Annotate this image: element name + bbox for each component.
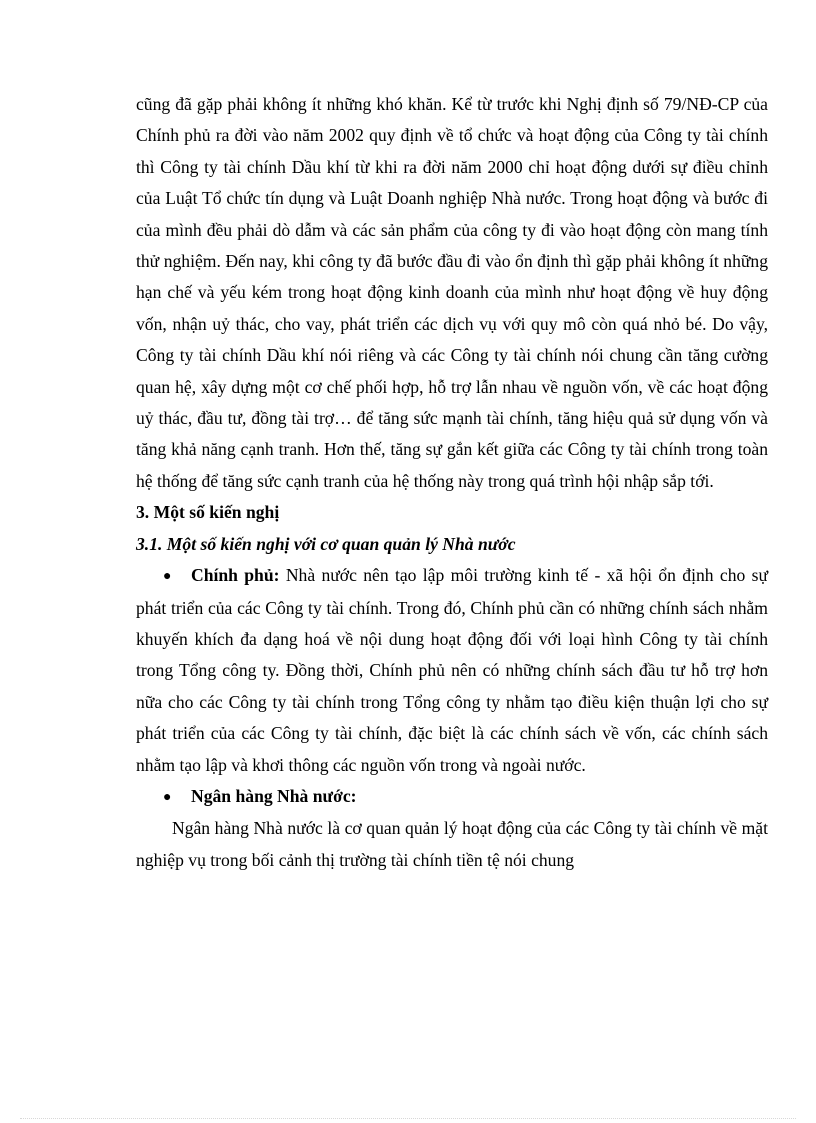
section-heading: 3. Một số kiến nghị bbox=[136, 502, 280, 523]
bullet-dot-icon: ● bbox=[163, 569, 172, 585]
bullet-title-state-bank: Ngân hàng Nhà nước: bbox=[191, 785, 357, 806]
bullet-item-government bbox=[136, 560, 768, 781]
bullet-item-state-bank bbox=[136, 781, 768, 813]
page-bottom-divider bbox=[20, 1118, 796, 1119]
bullet-text-government: Nhà nước nên tạo lập môi trường kinh tế - xã hội ổn định cho sự phát triển của các Công ty tài chính. Trong đó, Chính phủ cần có những chính sách nhằm khuyến khích đa dạng hoá về nội dung hoạt động đối với loại hình Công ty tài chính trong Tổng công ty. Đồng thời, Chính phủ nên có những chính sách đầu tư hỗ trợ hơn nữa cho các Công ty tài chính trong Tổng công ty nhằm tạo điều kiện thuận lợi cho sự phát triển của các Công ty tài chính, đặc biệt là các chính sách về vốn, các chính sách nhằm tạo lập và khơi thông các nguồn vốn trong và ngoài nước. bbox=[136, 565, 769, 775]
document-page bbox=[136, 89, 768, 876]
subsection-heading: 3.1. Một số kiến nghị với cơ quan quản lý Nhà nước bbox=[136, 533, 516, 554]
closing-paragraph: Ngân hàng Nhà nước là cơ quan quản lý hoạt động của các Công ty tài chính về mặt nghiệp vụ trong bối cảnh thị trường tài chính tiền tệ nói chung bbox=[136, 818, 768, 870]
intro-paragraph: cũng đã gặp phải không ít những khó khăn. Kể từ trước khi Nghị định số 79/NĐ-CP của Chính phủ ra đời vào năm 2002 quy định về tổ chức và hoạt động của Công ty tài chính thì Công ty tài chính Dầu khí từ khi ra đời năm 2000 chỉ hoạt động dưới sự điều chỉnh của Luật Tổ chức tín dụng và Luật Doanh nghiệp Nhà nước. Trong hoạt động và bước đi của mình đều phải dò dẫm và các sản phẩm của công ty đi vào hoạt động còn mang tính thử nghiệm. Đến nay, khi công ty đã bước đầu đi vào ổn định thì gặp phải không ít những hạn chế và yếu kém trong hoạt động kinh doanh của mình như hoạt động về huy động vốn, nhận uỷ thác, cho vay, phát triển các dịch vụ với quy mô còn quá nhỏ bé. Do vậy, Công ty tài chính Dầu khí nói riêng và các Công ty tài chính nói chung cần tăng cường quan hệ, xây dựng một cơ chế phối hợp, hỗ trợ lẫn nhau về nguồn vốn, về các hoạt động uỷ thác, đầu tư, đồng tài trợ… để tăng sức mạnh tài chính, tăng hiệu quả sử dụng vốn và tăng khả năng cạnh tranh. Hơn thế, tăng sự gắn kết giữa các Công ty tài chính trong toàn hệ thống để tăng sức cạnh tranh của hệ thống này trong quá trình hội nhập sắp tới. bbox=[136, 94, 768, 491]
bullet-title-government: Chính phủ: bbox=[191, 565, 280, 586]
bullet-dot-icon: ● bbox=[163, 789, 172, 805]
